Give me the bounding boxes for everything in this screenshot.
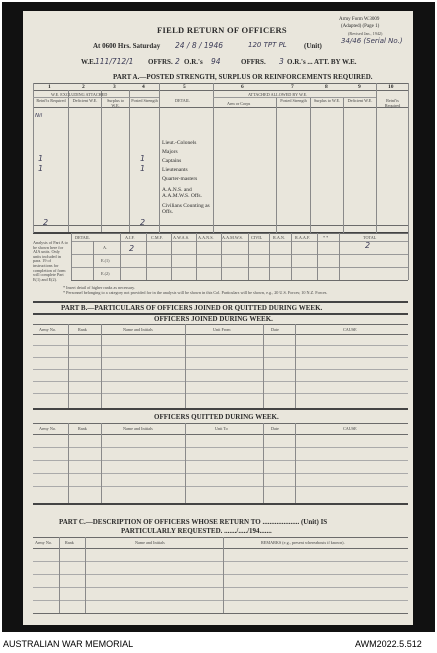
analysis-civil-header: CIVIL: [251, 235, 263, 240]
hw-captains-col2: 1: [38, 154, 44, 163]
hw-total-col4: 2: [140, 218, 146, 227]
footnote-2: * Personnel belonging to a category not provided for in the analysis will be shown in this Col. Particulars will be shown, e.g., 20 U.S. Forces; 10 N.Z. Forces.: [63, 290, 328, 295]
analysis-total-header: TOTAL: [363, 235, 377, 240]
adapted-label: (Adapted) (Page 1): [341, 24, 380, 29]
hw-reinf-nil: Nil: [35, 113, 43, 119]
we-label: W.E.: [81, 58, 96, 66]
form-page: [23, 11, 413, 625]
col-number-4: 4: [142, 84, 145, 90]
rank-civilians: Civilians Counting as Offs.: [162, 203, 210, 215]
we-excluding-header: W.E. EXCLUDING ATTACHED: [51, 92, 108, 97]
analysis-cmf-header: C.M.F.: [151, 235, 163, 240]
col-arm-or-corps: Arm or Corps: [227, 101, 251, 106]
joined-col-date: Date: [271, 327, 279, 332]
part-c-title-line1: PART C.—DESCRIPTION OF OFFICERS WHOSE RETURN TO ..................... (Unit) IS: [59, 518, 328, 526]
footer-institution: AUSTRALIAN WAR MEMORIAL: [3, 639, 134, 649]
return-date: 24 / 8 / 1946: [175, 41, 223, 50]
analysis-row-e2: E.(2): [101, 271, 110, 276]
rank-majors: Majors: [162, 149, 178, 155]
analysis-detail-header: DETAIL: [75, 235, 90, 240]
hw-total-col2: 2: [43, 218, 49, 227]
col-number-10: 10: [388, 84, 394, 90]
rank-aans: A.A.N.S. and A.A.M.W.S. Offs.: [162, 187, 202, 199]
att-label: O.R.'s ... ATT. BY W.E.: [287, 58, 357, 66]
col-number-6: 6: [241, 84, 244, 90]
footer-catalogue-number: AWM2022.5.512: [355, 639, 422, 649]
offrs-value: 2: [175, 57, 180, 66]
analysis-row-e1: E.(1): [101, 258, 110, 263]
col-att-deficient: Deficient W.E.: [347, 98, 373, 103]
offrs2-label: OFFRS.: [241, 58, 266, 66]
col-posted-strength: Posted Strength: [131, 98, 158, 103]
col-number-5: 5: [183, 84, 186, 90]
revised-label: (Revised Jan., 1942): [348, 31, 383, 36]
col-att-reinf: Reinf'ts Required: [384, 98, 401, 108]
hw-analysis-total: 2: [365, 241, 371, 250]
col-number-8: 8: [325, 84, 328, 90]
offrs-label: OFFRS.: [148, 58, 173, 66]
quitted-col-name: Name and Initials: [123, 426, 153, 431]
ors-value: 94: [211, 57, 221, 66]
quitted-col-army-no: Army No.: [39, 426, 56, 431]
serial-number: 34/46 (Serial No.): [341, 37, 403, 45]
joined-col-cause: CAUSE: [343, 327, 357, 332]
archive-footer: [0, 635, 437, 653]
quitted-col-date: Date: [271, 426, 279, 431]
analysis-aans-header: A.A.N.S.: [198, 235, 214, 240]
hw-captains-col4: 1: [140, 154, 146, 163]
col-number-2: 2: [82, 84, 85, 90]
col-att-surplus: Surplus to W.E.: [313, 98, 341, 103]
ors2-value: 3: [279, 57, 284, 66]
part-c-title-line2: PARTICULARLY REQUESTED. ......./...../194.......: [121, 527, 272, 535]
footnote-1: * Insert detail of higher ranks as necessary.: [63, 285, 136, 290]
analysis-ran-header: R.A.N.: [273, 235, 285, 240]
part-b-title: PART B.—PARTICULARS OF OFFICERS JOINED OR QUITTED DURING WEEK.: [61, 304, 323, 312]
hw-lieutenants-col2: 1: [38, 164, 44, 173]
rank-captains: Captains: [162, 158, 182, 164]
analysis-raaf-header: R.A.A.F.: [295, 235, 311, 240]
hw-analysis-aif: 2: [129, 244, 135, 253]
part-c-col-remarks: REMARKS (e.g., present whereabouts if known).: [261, 540, 345, 545]
joined-col-rank: Rank: [78, 327, 87, 332]
unit-label: (Unit): [304, 42, 322, 50]
attached-allowed-header: ATTACHED ALLOWED BY W.E.: [248, 92, 308, 97]
quitted-col-unit-to: Unit To: [215, 426, 228, 431]
joined-col-unit-from: Unit From: [213, 327, 231, 332]
part-a-title: PART A.—POSTED STRENGTH, SURPLUS OR REINFORCEMENTS REQUIRED.: [113, 73, 373, 81]
col-number-1: 1: [48, 84, 51, 90]
quitted-col-rank: Rank: [78, 426, 87, 431]
we-value: 111/712/1: [95, 57, 134, 66]
analysis-awas-header: A.W.A.S.: [173, 235, 190, 240]
unit-value: 120 TPT PL: [248, 41, 287, 49]
col-reinf-required: Reinf'ts Required: [36, 98, 66, 103]
joined-title: OFFICERS JOINED DURING WEEK.: [154, 315, 273, 323]
rank-quartermasters: Quarter-masters: [162, 176, 198, 182]
quitted-title: OFFICERS QUITTED DURING WEEK.: [154, 413, 279, 421]
part-c-col-rank: Rank: [65, 540, 74, 545]
hw-lieutenants-col4: 1: [140, 164, 146, 173]
form-title: FIELD RETURN OF OFFICERS: [157, 25, 287, 35]
analysis-row-a: A.: [103, 245, 108, 250]
analysis-note: Analysis of Part A to be shown here for AIA units. Only units included in para. 19 of instructions for completion of form will complete Part E(1) and E(2).: [33, 240, 68, 282]
joined-col-army-no: Army No.: [39, 327, 56, 332]
analysis-other-header: * *: [323, 235, 329, 240]
at-line-label: At 0600 Hrs. Saturday: [93, 42, 161, 50]
joined-col-name: Name and Initials: [123, 327, 153, 332]
detail-header: DETAIL: [175, 98, 190, 103]
part-c-col-name: Name and Initials: [135, 540, 165, 545]
col-att-posted: Posted Strength: [280, 98, 307, 103]
part-c-col-army-no: Army No.: [35, 540, 52, 545]
analysis-aamws-header: A.A.M.W.S.: [222, 235, 243, 240]
col-surplus: Surplus to W.E.: [106, 98, 125, 108]
rank-lt-col: Lieut.-Colonels: [162, 140, 197, 146]
army-form-label: Army Form W.3009: [339, 17, 380, 22]
col-number-7: 7: [291, 84, 294, 90]
quitted-col-cause: CAUSE: [343, 426, 357, 431]
ors-label: O.R.'s: [184, 58, 203, 66]
analysis-aif-header: A.I.F.: [125, 235, 135, 240]
col-number-3: 3: [113, 84, 116, 90]
col-deficient: Deficient W.E.: [72, 98, 98, 103]
rank-lieutenants: Lieutenants: [162, 167, 188, 173]
col-number-9: 9: [358, 84, 361, 90]
